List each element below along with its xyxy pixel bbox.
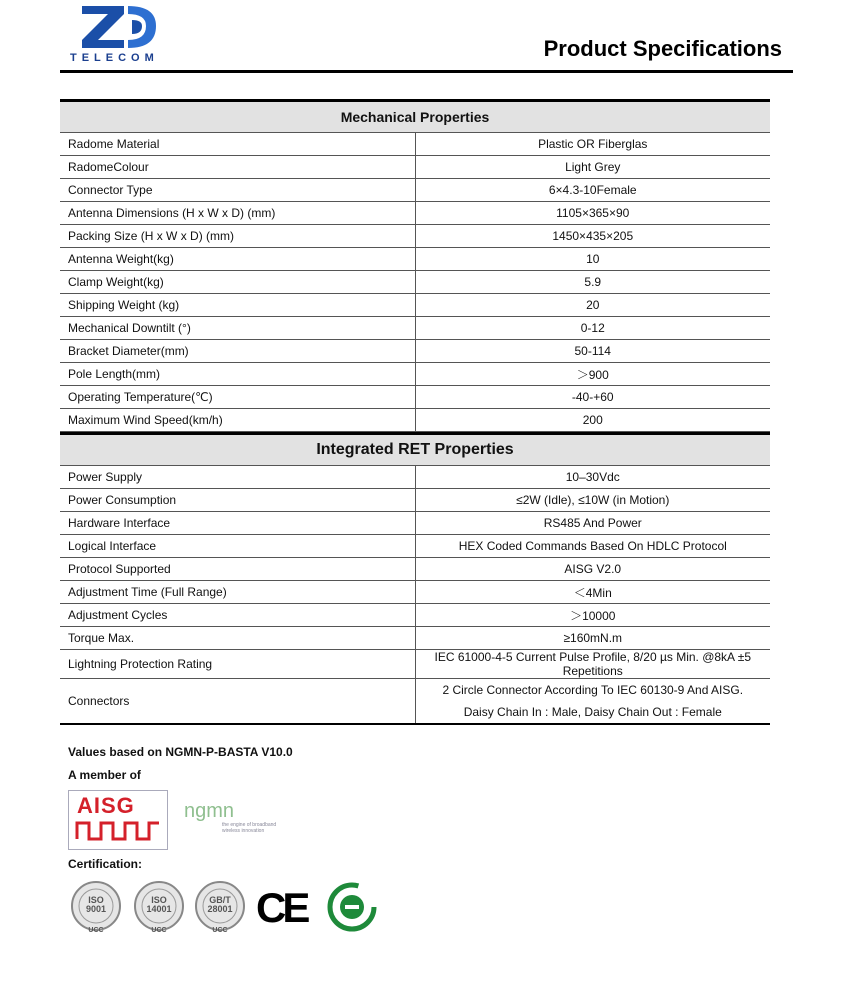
row-label: Packing Size (H x W x D) (mm) [60,225,415,248]
row-value-line: Daisy Chain In : Male, Daisy Chain Out : Female [463,705,722,719]
iso-9001-seal-icon [70,880,122,936]
row-value: RS485 And Power [415,512,770,535]
row-label: Lightning Protection Rating [60,650,415,679]
row-value: HEX Coded Commands Based On HDLC Protocol [415,535,770,558]
table-row [60,248,770,271]
page-title: Product Specifications [543,36,782,61]
row-label: Radome Material [60,133,415,156]
iso-14001-seal-icon [133,880,185,936]
member-label: A member of [68,768,141,782]
row-value: 5.9 [415,271,770,294]
row-value: 0-12 [415,317,770,340]
table-row [60,340,770,363]
row-value: 20 [415,294,770,317]
row-value: ≥160mN.m [415,627,770,650]
row-label: Operating Temperature(℃) [60,386,415,409]
table-row [60,650,770,679]
aisg-wave-icon [75,819,161,843]
row-value: 200 [415,409,770,432]
table-row [60,409,770,432]
row-value: 10 [415,248,770,271]
table-row [60,466,770,489]
row-value: ＞900 [415,363,770,386]
row-label: Pole Length(mm) [60,363,415,386]
table-row [60,225,770,248]
table-row [60,363,770,386]
zd-logo-icon [80,4,158,48]
row-label: RadomeColour [60,156,415,179]
ret-properties-table [60,432,770,725]
seal-mark: UCC [151,927,167,934]
certification-label: Certification: [68,857,143,871]
row-label: Shipping Weight (kg) [60,294,415,317]
header-divider [60,70,793,73]
seal-bottom: 28001 [207,904,233,914]
ngmn-tagline: the engine of broadband wireless innovation [222,822,277,834]
gbt-28001-seal-icon [194,880,246,936]
seal-mark: UCC [212,927,228,934]
row-label: Torque Max. [60,627,415,650]
row-value: Plastic OR Fiberglas [415,133,770,156]
row-label: Connector Type [60,179,415,202]
row-label: Hardware Interface [60,512,415,535]
seal-top: ISO [151,895,167,905]
row-value: 1105×365×90 [415,202,770,225]
seal-bottom: 9001 [85,904,107,914]
aisg-logo-text: AISG [77,793,135,818]
row-label: Mechanical Downtilt (°) [60,317,415,340]
row-label: Clamp Weight(kg) [60,271,415,294]
row-value: ≤2W (Idle), ≤10W (in Motion) [415,489,770,512]
row-value: 6×4.3-10Female [415,179,770,202]
table-row [60,317,770,340]
seal-bottom: 14001 [146,904,172,914]
logo-text: TELECOM [70,52,159,64]
row-value: IEC 61000-4-5 Current Pulse Profile, 8/20 µs Min. @8kA ±5 Repetitions [415,650,770,679]
table-row [60,489,770,512]
ngmn-logo-icon [176,790,296,848]
row-value [415,679,770,725]
seal-top: GB/T [209,895,231,905]
row-label: Protocol Supported [60,558,415,581]
table-row [60,512,770,535]
table-row [60,535,770,558]
seal-mark: UCC [88,927,104,934]
row-value: ＞10000 [415,604,770,627]
row-label: Antenna Dimensions (H x W x D) (mm) [60,202,415,225]
ce-mark-icon: CE [256,884,307,931]
company-logo [70,4,170,66]
ngmn-logo-text: ngmn [184,800,235,822]
row-value: 10–30Vdc [415,466,770,489]
seal-top: ISO [88,895,104,905]
section-heading-mechanical: Mechanical Properties [60,101,770,133]
table-row [60,179,770,202]
table-row [60,271,770,294]
table-row [60,294,770,317]
row-value: -40-+60 [415,386,770,409]
green-e-mark-icon [327,882,377,932]
table-row [60,386,770,409]
table-row [60,581,770,604]
row-label: Antenna Weight(kg) [60,248,415,271]
table-row [60,558,770,581]
table-row [60,604,770,627]
row-value: AISG V2.0 [415,558,770,581]
row-label: Power Consumption [60,489,415,512]
aisg-logo-icon [68,790,168,850]
row-label: Power Supply [60,466,415,489]
row-label: Logical Interface [60,535,415,558]
row-label: Adjustment Time (Full Range) [60,581,415,604]
basta-note: Values based on NGMN-P-BASTA V10.0 [68,745,293,759]
row-label: Adjustment Cycles [60,604,415,627]
table-row [60,679,770,725]
section-heading-ret: Integrated RET Properties [60,434,770,466]
table-row [60,202,770,225]
row-value: ＜4Min [415,581,770,604]
row-label: Connectors [60,679,415,725]
row-label: Maximum Wind Speed(km/h) [60,409,415,432]
table-row [60,627,770,650]
table-row [60,133,770,156]
row-value-line: 2 Circle Connector According To IEC 60130-9 And AISG. [442,683,744,697]
row-value: Light Grey [415,156,770,179]
mechanical-properties-table [60,99,770,432]
row-value: 1450×435×205 [415,225,770,248]
row-value: 50-114 [415,340,770,363]
row-label: Bracket Diameter(mm) [60,340,415,363]
table-row [60,156,770,179]
